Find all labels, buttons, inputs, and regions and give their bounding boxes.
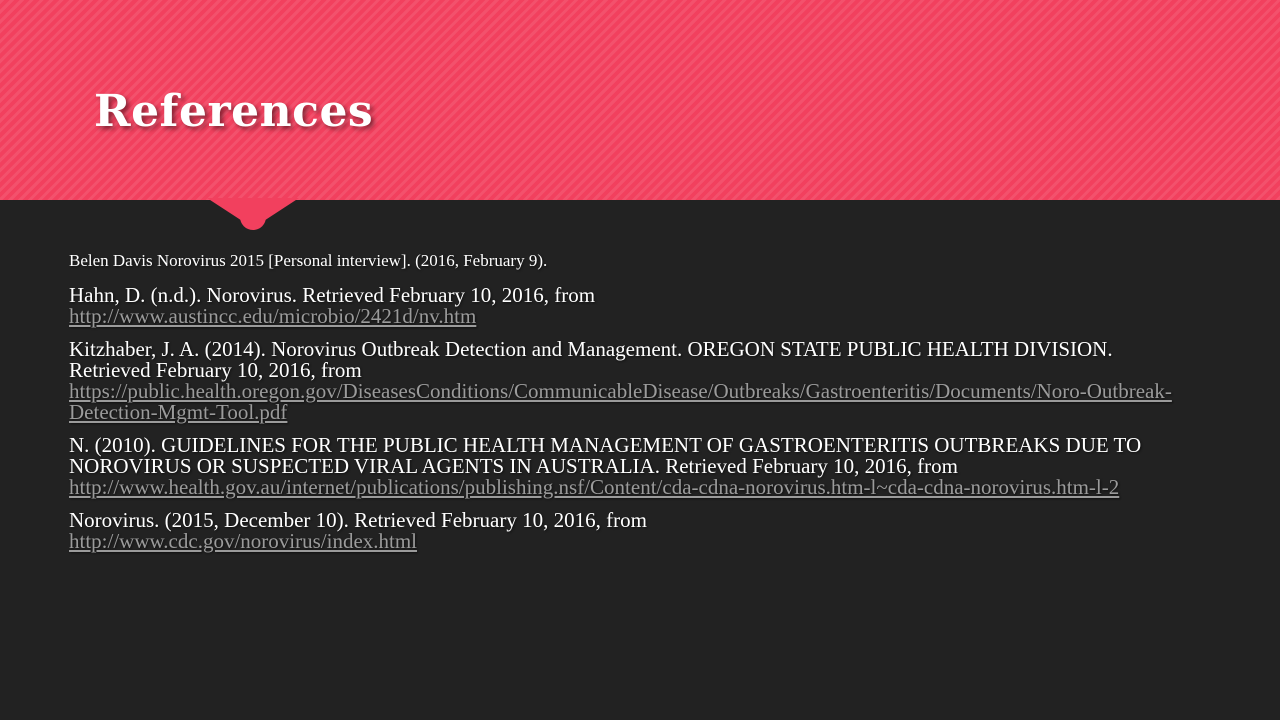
reference-text: Belen Davis Norovirus 2015 [Personal interview]. (2016, February 9).	[69, 251, 548, 270]
reference-link[interactable]: http://www.austincc.edu/microbio/2421d/nv.htm	[69, 304, 477, 328]
reference-link[interactable]: http://www.health.gov.au/internet/publications/publishing.nsf/Content/cda-cdna-norovirus.htm-l~cda-cdna-norovirus.htm-l-2	[69, 475, 1120, 499]
reference-item	[69, 285, 1179, 327]
reference-text: Kitzhaber, J. A. (2014). Norovirus Outbreak Detection and Management. OREGON STATE PUBLIC HEALTH DIVISION. Retrieved February 10, 2016, from	[69, 337, 1113, 382]
reference-link[interactable]: http://www.cdc.gov/norovirus/index.html	[69, 529, 418, 553]
reference-text: N. (2010). GUIDELINES FOR THE PUBLIC HEALTH MANAGEMENT OF GASTROENTERITIS OUTBREAKS DUE TO NOROVIRUS OR SUSPECTED VIRAL AGENTS IN AUSTRALIA. Retrieved February 10, 2016, from	[69, 433, 1142, 478]
reference-item	[69, 339, 1179, 423]
slide-title: References	[94, 86, 374, 137]
reference-link[interactable]: https://public.health.oregon.gov/DiseasesConditions/CommunicableDisease/Outbreaks/Gastroenteritis/Documents/Noro-Outbreak-Detection-Mgmt-Tool.pdf	[69, 379, 1172, 424]
reference-text: Hahn, D. (n.d.). Norovirus. Retrieved February 10, 2016, from	[69, 283, 596, 307]
reference-item	[69, 250, 1179, 272]
references-list	[69, 250, 1179, 564]
reference-item	[69, 510, 1179, 552]
reference-text: Norovirus. (2015, December 10). Retrieved February 10, 2016, from	[69, 508, 647, 532]
reference-item	[69, 435, 1179, 498]
